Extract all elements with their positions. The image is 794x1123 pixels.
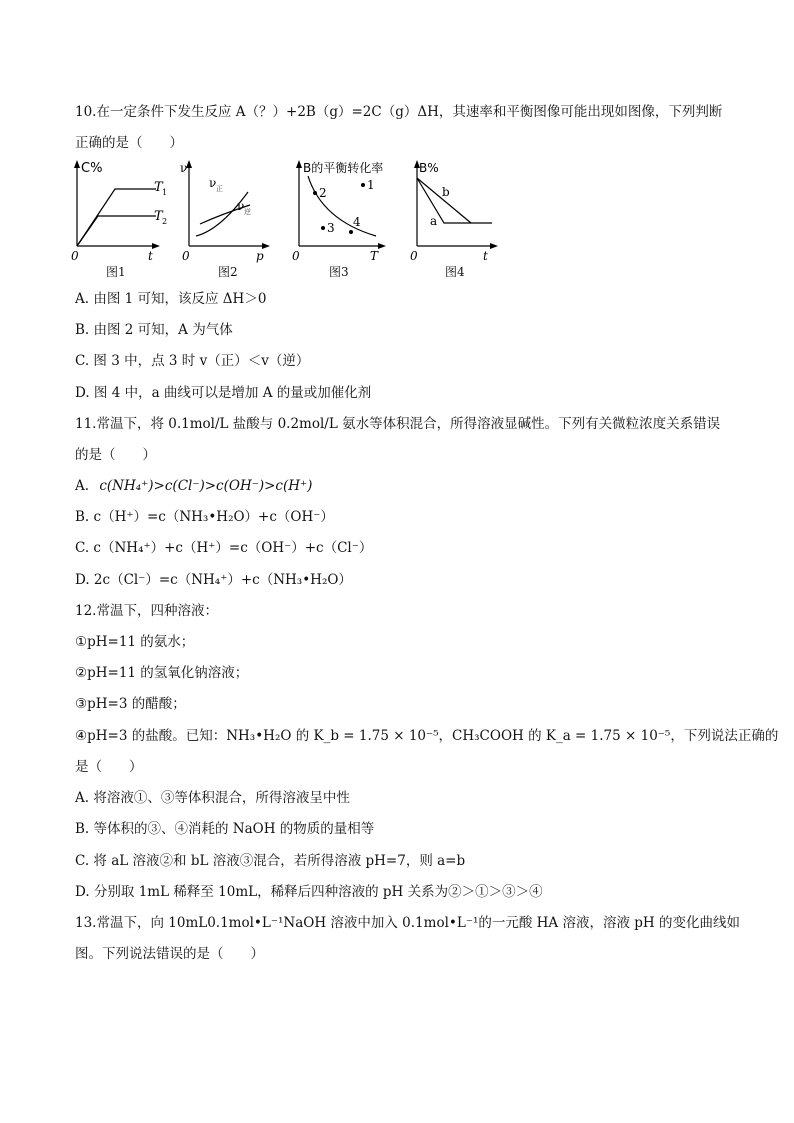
q11-option-d: D. 2c（Cl⁻）=c（NH₄⁺）+c（NH₃•H₂O）	[75, 572, 352, 588]
fig3-point2: 2	[319, 186, 327, 200]
fig1-ylabel: C%	[81, 161, 103, 176]
figure-3	[290, 158, 410, 263]
q11-option-c: C. c（NH₄⁺）+c（H⁺）=c（OH⁻）+c（Cl⁻）	[75, 540, 373, 556]
fig2-fwd-sub: 正	[216, 185, 223, 193]
fig4-origin: 0	[410, 249, 418, 263]
q10-option-d: D. 图 4 中，a 曲线可以是增加 A 的量或加催化剂	[75, 385, 372, 401]
q10-option-c: C. 图 3 中，点 3 时 v（正）＜v（逆）	[75, 353, 310, 369]
fig4-caption: 图4	[445, 265, 465, 279]
fig4-xlabel: t	[483, 249, 488, 263]
q11-option-a-prefix: A.	[75, 478, 90, 494]
q10-stem-line1: 10.在一定条件下发生反应 A（？）+2B（g）=2C（g）ΔH，其速率和平衡图像可能出现如图像，下列判断	[75, 104, 723, 120]
q12-option-d: D. 分别取 1mL 稀释至 10mL，稀释后四种溶液的 pH 关系为②＞①＞③＞④	[75, 884, 543, 900]
q11-stem-line2: 的是（ ）	[75, 447, 156, 463]
q12-option-b: B. 等体积的③、④消耗的 NaOH 的物质的量相等	[75, 821, 375, 837]
fig2-rev-label: ν	[237, 199, 245, 213]
fig4-ylabel: B%	[419, 161, 439, 175]
q12-stem: 12.常温下，四种溶液：	[75, 603, 218, 619]
fig2-fwd-label: ν	[209, 176, 217, 190]
q13-stem-line1: 13.常温下，向 10mL0.1mol•L⁻¹NaOH 溶液中加入 0.1mol•L⁻¹的一元酸 HA 溶液，溶液 pH 的变化曲线如	[75, 915, 740, 931]
figure-1	[68, 158, 178, 263]
fig3-origin: 0	[292, 249, 300, 263]
q12-item-2: ②pH=11 的氢氧化钠溶液；	[75, 665, 249, 681]
fig1-curve2-sub: 2	[162, 217, 168, 226]
fig2-rev-sub: 逆	[244, 208, 251, 216]
q12-item-3: ③pH=3 的醋酸；	[75, 696, 186, 712]
q10-option-b: B. 由图 2 可知，A 为气体	[75, 322, 233, 338]
fig4-curve-a: a	[430, 214, 438, 228]
fig1-curve1-sub: 1	[162, 188, 168, 197]
figure-2	[180, 158, 280, 263]
fig3-point1: 1	[367, 178, 375, 192]
q11-stem-line1: 11.常温下，将 0.1mol/L 盐酸与 0.2mol/L 氨水等体积混合，所得溶液显碱性。下列有关微粒浓度关系错误	[75, 416, 721, 432]
q12-option-a: A. 将溶液①、③等体积混合，所得溶液呈中性	[75, 790, 350, 806]
figure-4	[408, 158, 508, 263]
fig4-curve-b: b	[442, 185, 450, 199]
fig1-curve1-label: T	[154, 180, 163, 195]
fig2-xlabel: p	[256, 249, 264, 263]
q13-stem-line2: 图。下列说法错误的是（ ）	[75, 946, 264, 962]
fig1-caption: 图1	[106, 265, 126, 279]
q12-stem-end: 是（ ）	[75, 759, 143, 775]
fig1-curve2-label: T	[154, 209, 163, 224]
q10-option-a: A. 由图 1 可知，该反应 ΔH＞0	[75, 291, 267, 307]
q11-option-a	[75, 476, 312, 496]
q11-option-b: B. c（H⁺）=c（NH₃•H₂O）+c（OH⁻）	[75, 509, 334, 525]
q12-item-4: ④pH=3 的盐酸。已知：NH₃•H₂O 的 K_b = 1.75 × 10⁻⁵，CH₃COOH 的 K_a = 1.75 × 10⁻⁵，下列说法正确的	[75, 728, 779, 744]
fig3-point4: 4	[353, 215, 361, 229]
fig2-origin: 0	[182, 249, 190, 263]
fig3-ylabel: B的平衡转化率	[303, 161, 384, 175]
fig1-xlabel: t	[148, 249, 153, 263]
fig3-point3: 3	[327, 221, 335, 235]
fig2-caption: 图2	[218, 265, 238, 279]
q12-option-c: C. 将 aL 溶液②和 bL 溶液③混合，若所得溶液 pH=7，则 a=b	[75, 853, 466, 869]
q11-option-a-formula: c(NH₄⁺)>c(Cl⁻)>c(OH⁻)>c(H⁺)	[99, 478, 313, 494]
fig3-xlabel: T	[370, 249, 379, 263]
fig1-origin: 0	[71, 249, 79, 263]
q10-stem-line2: 正确的是（ ）	[75, 135, 183, 151]
fig2-ylabel: ν	[180, 161, 188, 175]
fig3-caption: 图3	[329, 265, 349, 279]
q12-item-1: ①pH=11 的氨水；	[75, 634, 195, 650]
